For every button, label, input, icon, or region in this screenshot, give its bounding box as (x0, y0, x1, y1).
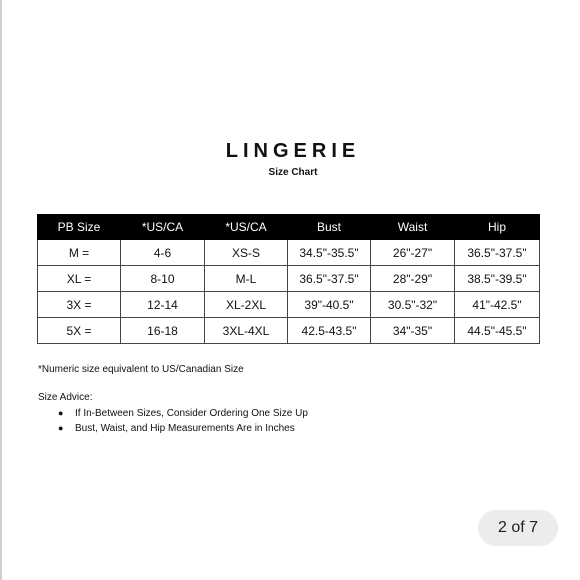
chart-subtitle: Size Chart (268, 167, 318, 178)
header-bust: Bust (288, 215, 371, 240)
header-us-ca-letter: *US/CA (205, 215, 288, 240)
left-border (0, 0, 2, 580)
footnote: *Numeric size equivalent to US/Canadian Size (38, 364, 244, 375)
cell-bust: 42.5-43.5" (288, 318, 371, 344)
cell-us-ca-letter: 3XL-4XL (205, 318, 288, 344)
cell-pb-size: 3X = (38, 292, 121, 318)
size-table (37, 214, 540, 344)
page-indicator: 2 of 7 (478, 510, 558, 546)
header-waist: Waist (371, 215, 455, 240)
cell-waist: 26"-27" (371, 240, 455, 266)
cell-us-ca-letter: M-L (205, 266, 288, 292)
header-pb-size: PB Size (38, 215, 121, 240)
advice-text: Bust, Waist, and Hip Measurements Are in Inches (75, 423, 295, 434)
brand-title: LINGERIE (225, 140, 361, 162)
cell-us-ca-letter: XS-S (205, 240, 288, 266)
cell-bust: 34.5"-35.5" (288, 240, 371, 266)
advice-text: If In-Between Sizes, Consider Ordering One Size Up (75, 408, 308, 419)
cell-waist: 34"-35" (371, 318, 455, 344)
header-hip: Hip (455, 215, 540, 240)
cell-hip: 41"-42.5" (455, 292, 540, 318)
size-advice-list (38, 406, 308, 436)
table-row (38, 266, 540, 292)
cell-us-ca-numeric: 8-10 (121, 266, 205, 292)
cell-pb-size: 5X = (38, 318, 121, 344)
cell-hip: 44.5"-45.5" (455, 318, 540, 344)
bullet-icon: ● (58, 423, 64, 433)
cell-waist: 30.5"-32" (371, 292, 455, 318)
list-item (38, 406, 308, 421)
table-row (38, 318, 540, 344)
cell-waist: 28"-29" (371, 266, 455, 292)
cell-us-ca-numeric: 4-6 (121, 240, 205, 266)
cell-bust: 36.5"-37.5" (288, 266, 371, 292)
cell-us-ca-letter: XL-2XL (205, 292, 288, 318)
table-row (38, 240, 540, 266)
cell-pb-size: M = (38, 240, 121, 266)
cell-hip: 36.5"-37.5" (455, 240, 540, 266)
cell-pb-size: XL = (38, 266, 121, 292)
size-advice-title: Size Advice: (38, 392, 93, 403)
bullet-icon: ● (58, 408, 64, 418)
table-row (38, 292, 540, 318)
header-us-ca-numeric: *US/CA (121, 215, 205, 240)
cell-us-ca-numeric: 16-18 (121, 318, 205, 344)
list-item (38, 421, 308, 436)
cell-hip: 38.5"-39.5" (455, 266, 540, 292)
cell-bust: 39"-40.5" (288, 292, 371, 318)
cell-us-ca-numeric: 12-14 (121, 292, 205, 318)
table-header-row (38, 215, 540, 240)
